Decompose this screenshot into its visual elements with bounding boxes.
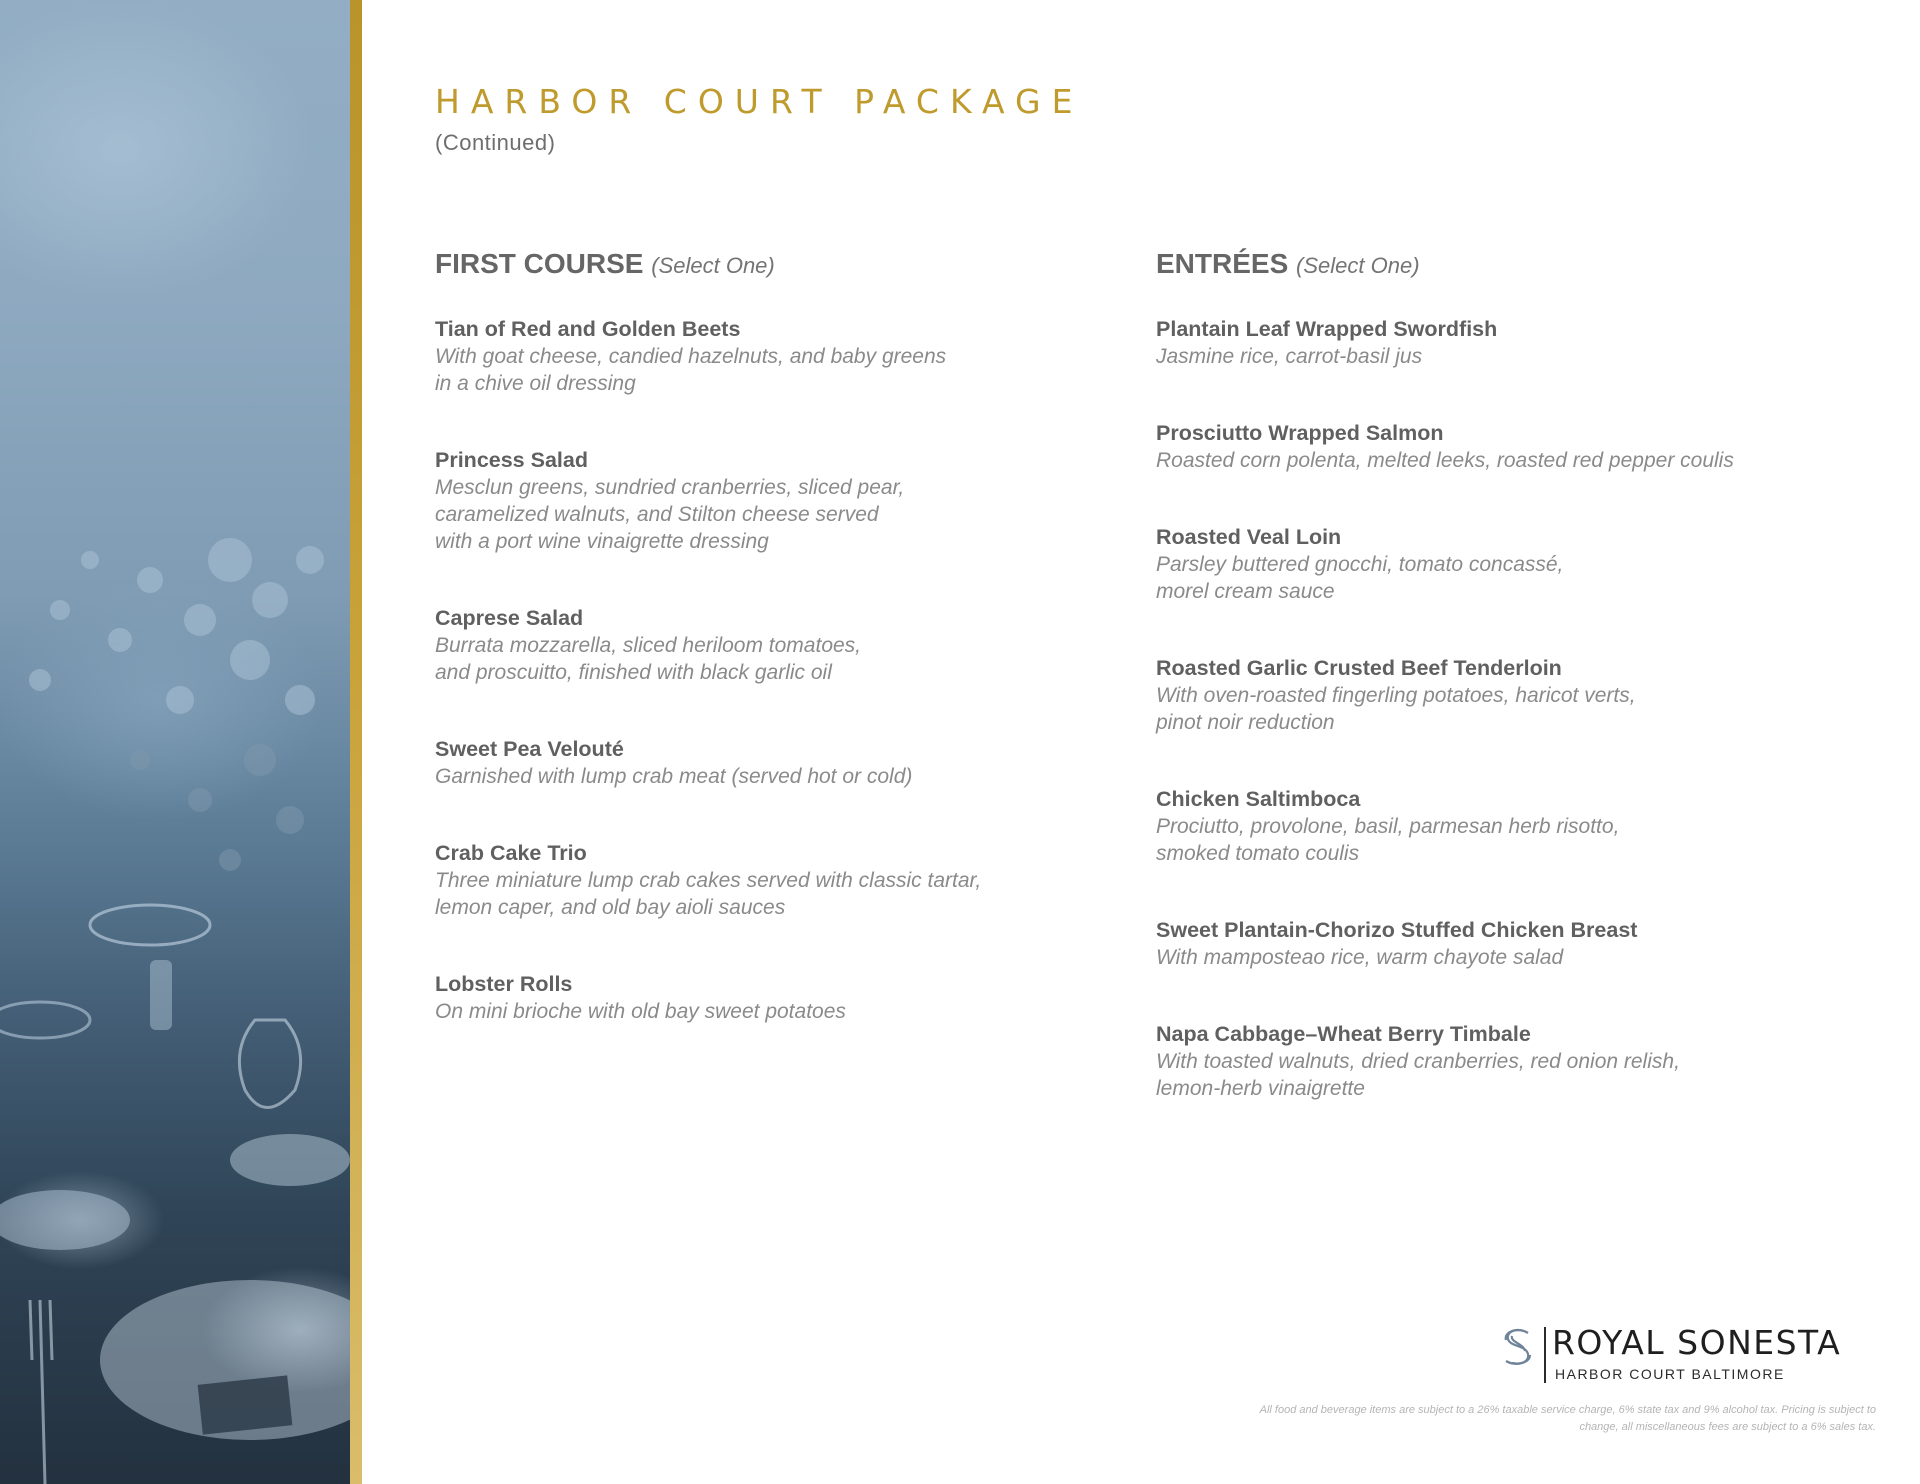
menu-item-name: Sweet Pea Velouté <box>435 737 624 761</box>
logo-subtitle: HARBOR COURT BALTIMORE <box>1555 1366 1785 1382</box>
menu-item-name: Roasted Veal Loin <box>1156 525 1342 549</box>
menu-item-name: Napa Cabbage–Wheat Berry Timbale <box>1156 1022 1531 1046</box>
menu-item <box>1156 316 1876 370</box>
menu-item <box>435 736 1075 790</box>
menu-item-description: Parsley buttered gnocchi, tomato concassé, morel cream sauce <box>1156 553 1564 603</box>
menu-item-description: Jasmine rice, carrot-basil jus <box>1156 345 1423 368</box>
menu-item-description: With oven-roasted fingerling potatoes, haricot verts, pinot noir reduction <box>1156 684 1636 734</box>
menu-item <box>1156 1021 1876 1102</box>
entrees-heading <box>1156 248 1876 280</box>
menu-item-name: Plantain Leaf Wrapped Swordfish <box>1156 317 1498 341</box>
menu-item <box>435 316 1075 397</box>
menu-item-name: Crab Cake Trio <box>435 841 587 865</box>
menu-item <box>1156 786 1876 867</box>
menu-item-description: Mesclun greens, sundried cranberries, sliced pear, caramelized walnuts, and Stilton cheese served with a port wine vinaigrette dressing <box>435 476 905 553</box>
page-subtitle: (Continued) <box>435 130 556 155</box>
menu-item-description: Roasted corn polenta, melted leeks, roasted red pepper coulis <box>1156 449 1734 472</box>
entrees-column <box>1156 248 1876 1152</box>
menu-item-description: Burrata mozzarella, sliced heriloom tomatoes, and proscuitto, finished with black garlic oil <box>435 634 862 684</box>
menu-item-name: Chicken Saltimboca <box>1156 787 1361 811</box>
table-setting-image <box>0 0 350 1484</box>
gold-accent-bar <box>350 0 362 1484</box>
menu-item-name: Tian of Red and Golden Beets <box>435 317 741 341</box>
menu-item-description: Garnished with lump crab meat (served hot or cold) <box>435 765 913 788</box>
logo-name: ROYAL SONESTA <box>1552 1323 1842 1362</box>
menu-item-name: Princess Salad <box>435 448 588 472</box>
menu-item <box>1156 420 1876 474</box>
royal-sonesta-logo <box>1500 1325 1880 1385</box>
menu-item-description: With toasted walnuts, dried cranberries, red onion relish, lemon-herb vinaigrette <box>1156 1050 1680 1100</box>
first-course-column <box>435 248 1075 1075</box>
menu-item <box>435 840 1075 921</box>
menu-item-description: With mamposteao rice, warm chayote salad <box>1156 946 1564 969</box>
first-course-select-note: (Select One) <box>651 253 775 278</box>
menu-item <box>435 605 1075 686</box>
menu-item <box>1156 917 1876 971</box>
menu-item-description: Three miniature lump crab cakes served with classic tartar, lemon caper, and old bay aioli sauces <box>435 869 982 919</box>
menu-item <box>1156 524 1876 605</box>
menu-item <box>435 971 1075 1025</box>
entrees-title: ENTRÉES <box>1156 248 1289 279</box>
pricing-footnote: All food and beverage items are subject to a 26% taxable service charge, 6% state tax and 9% alcohol tax. Pricing is subject to change, all miscellaneous fees are subject to a 6% sales tax. <box>1259 1404 1876 1433</box>
menu-item-description: Prociutto, provolone, basil, parmesan herb risotto, smoked tomato coulis <box>1156 815 1620 865</box>
menu-item-description: With goat cheese, candied hazelnuts, and baby greens in a chive oil dressing <box>435 345 947 395</box>
menu-item <box>435 447 1075 555</box>
logo-divider <box>1544 1327 1546 1383</box>
menu-item-description: On mini brioche with old bay sweet potatoes <box>435 1000 846 1023</box>
first-course-title: FIRST COURSE <box>435 248 644 279</box>
menu-item-name: Prosciutto Wrapped Salmon <box>1156 421 1444 445</box>
menu-item <box>1156 655 1876 736</box>
first-course-heading <box>435 248 1075 280</box>
menu-item-name: Roasted Garlic Crusted Beef Tenderloin <box>1156 656 1562 680</box>
menu-item-name: Caprese Salad <box>435 606 584 630</box>
menu-item-name: Sweet Plantain-Chorizo Stuffed Chicken Breast <box>1156 918 1638 942</box>
page-title: HARBOR COURT PACKAGE <box>435 82 1084 121</box>
entrees-select-note: (Select One) <box>1296 253 1420 278</box>
event-photo <box>0 0 350 1484</box>
sonesta-s-icon <box>1500 1327 1536 1367</box>
menu-item-name: Lobster Rolls <box>435 972 573 996</box>
